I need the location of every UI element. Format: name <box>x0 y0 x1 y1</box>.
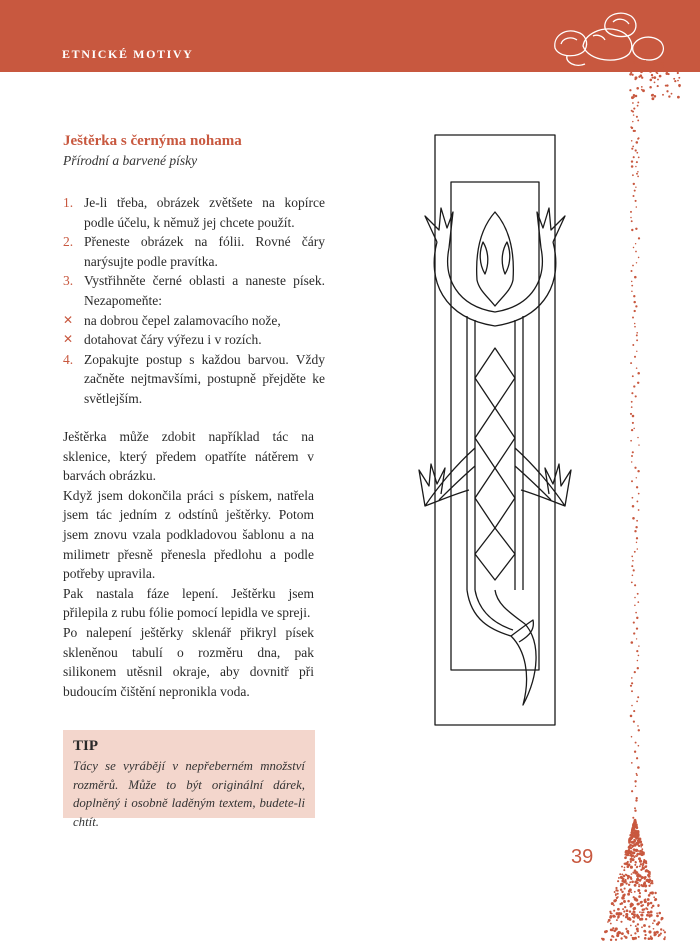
article-heading: Ještěrka s černýma nohama <box>63 133 242 149</box>
section-title: ETNICKÉ MOTIVY <box>62 47 194 61</box>
page-number: 39 <box>571 846 594 868</box>
diamond-2 <box>475 408 515 468</box>
step-number: 3. <box>63 273 74 289</box>
x-bullet-icon: ✕ <box>63 332 74 347</box>
tip-title: TIP <box>73 738 99 754</box>
tail-outer <box>467 590 536 705</box>
diamond-3 <box>475 468 515 528</box>
tip-text: Tácy se vyrábějí v nepřeberném množství rozměrů. Může to být originální dárek, doplněný i osobně laděným textem, budete-li chtít. <box>73 759 305 829</box>
lizard-head <box>477 212 514 306</box>
diamond-4 <box>475 528 515 580</box>
step-text: Je-li třeba, obrázek zvětšete na kopírce podle účelu, k němuž jej chcete použít. <box>84 195 325 230</box>
outer-frame <box>435 135 555 725</box>
left-front-claw <box>425 208 453 248</box>
list-item <box>63 232 325 271</box>
step-text: dotahovat čáry výřezu i v rozích. <box>84 332 262 348</box>
lizard-eye-right <box>502 242 510 274</box>
lizard-eye-left <box>480 242 488 274</box>
inner-frame <box>451 182 539 670</box>
list-item <box>63 311 325 331</box>
list-item <box>63 330 325 350</box>
body-paragraph: Po nalepení ještěrky sklenář přikryl písek skleněnou tabulí o rozměru dna, pak silikonem utěsnil okraje, aby dovnitř při budoucím čištění nepronikla voda. <box>63 624 314 699</box>
dot-trail-decoration <box>590 60 700 944</box>
upper-loop-inner <box>448 248 543 312</box>
list-item <box>63 350 325 409</box>
step-number: 4. <box>63 351 74 367</box>
lizard-pattern-illustration <box>415 130 590 730</box>
article-subheading: Přírodní a barvené písky <box>63 153 198 168</box>
tip-box <box>63 730 315 829</box>
step-text: Vystřihněte černé oblasti a naneste písek. Nezapomeňte: <box>84 273 325 308</box>
article-body <box>63 427 314 701</box>
step-text: na dobrou čepel zalamovacího nože, <box>84 312 281 328</box>
step-text: Přeneste obrázek na fólii. Rovné čáry narýsujte podle pravítka. <box>84 234 325 269</box>
list-item <box>63 271 325 310</box>
step-number: 1. <box>63 195 74 210</box>
list-item <box>63 193 325 232</box>
step-number: 2. <box>63 234 74 250</box>
right-front-claw <box>537 208 565 248</box>
step-text: Zopakujte postup s každou barvou. Vždy začněte nejtmavšími, postupně přejděte ke světlejším. <box>84 351 325 406</box>
body-paragraph: Ještěrka může zdobit například tác na sklenice, který předem opatříte nátěrem v barvách obrázku. <box>63 429 314 484</box>
x-bullet-icon: ✕ <box>63 312 74 327</box>
diamond-1 <box>475 348 515 408</box>
body-paragraph: Když jsem dokončila práci s pískem, natřela jsem tác jedním z odstínů ještěrky. Potom jsem znovu vzala podkladovou šablonu a na milimetr přesně přenesla předlohu a podle potřeby upravila. <box>63 487 314 582</box>
instruction-list <box>63 193 325 409</box>
body-paragraph: Pak nastala fáze lepení. Ještěrku jsem přilepila z rubu fólie pomocí lepidla ve spreji. <box>63 585 314 621</box>
